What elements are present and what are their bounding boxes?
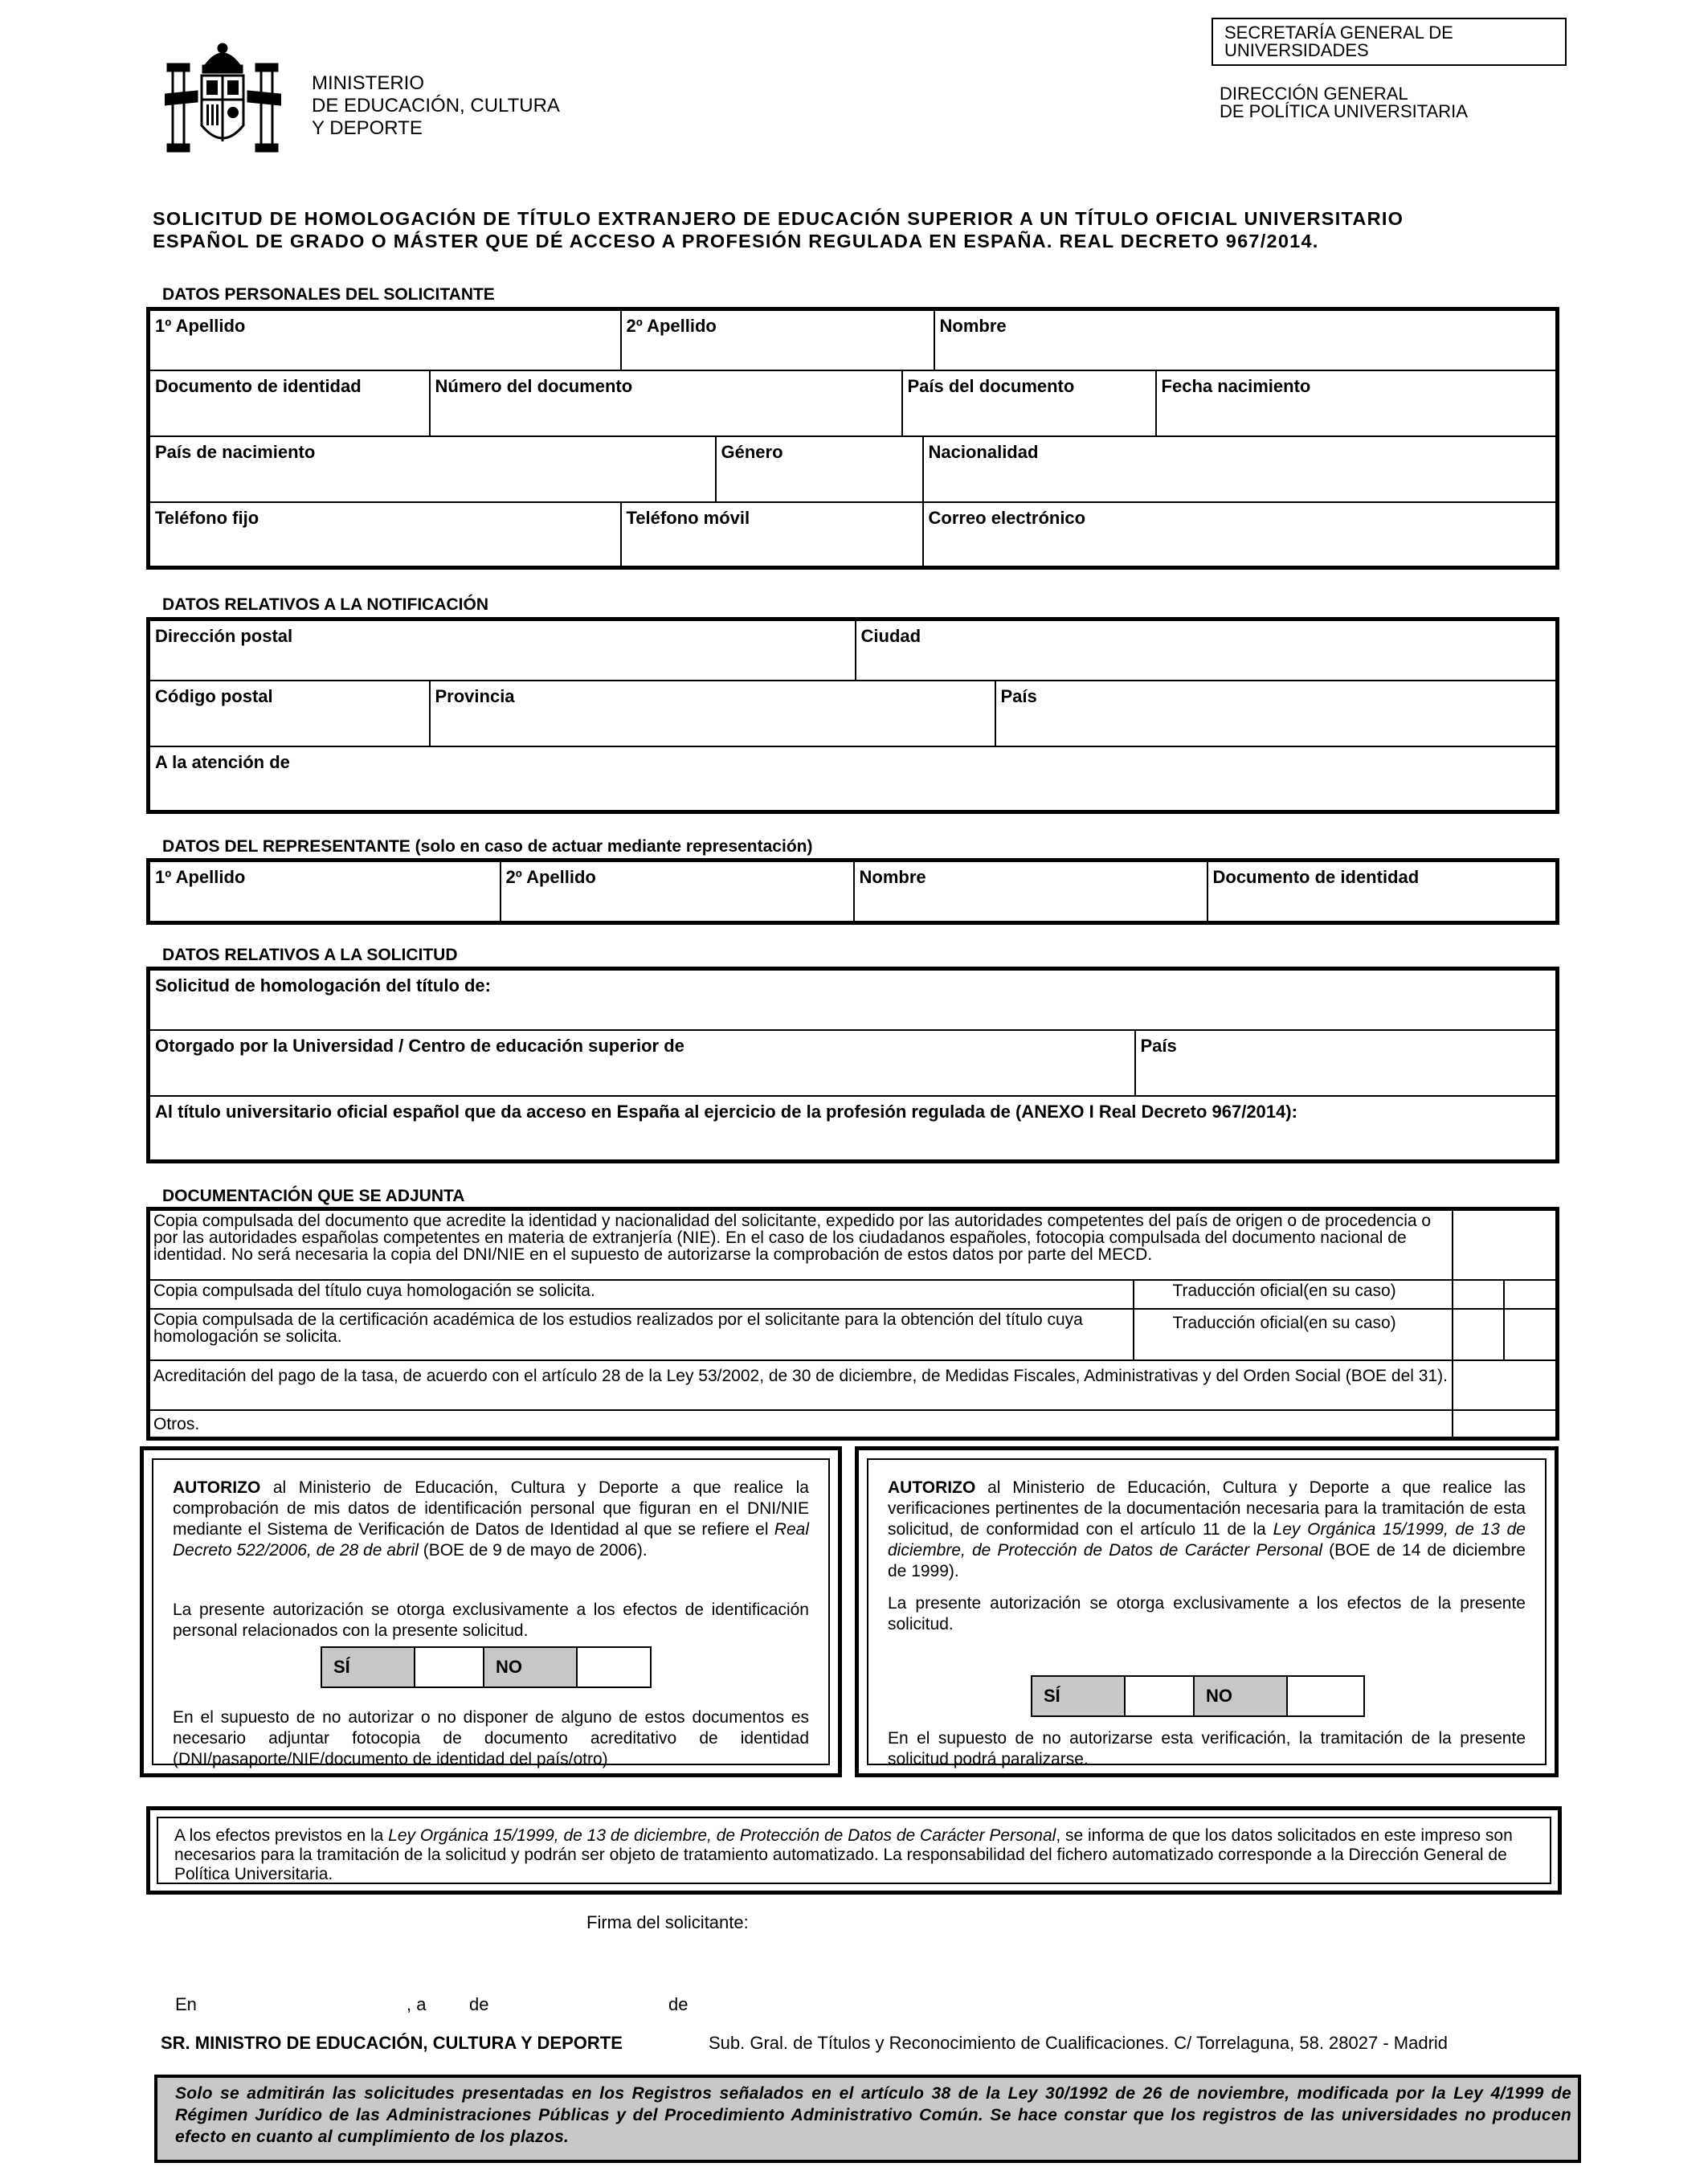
- yes-label: SÍ: [321, 1647, 415, 1687]
- yes-checkbox[interactable]: [415, 1647, 484, 1687]
- auth-identity-inner: [152, 1458, 830, 1768]
- field-provincia[interactable]: Provincia: [430, 681, 995, 746]
- doc-checkbox[interactable]: [1453, 1360, 1558, 1410]
- field-codigo-postal[interactable]: Código postal: [149, 681, 430, 746]
- secretaria-line: UNIVERSIDADES: [1224, 40, 1369, 60]
- field-sol-pais[interactable]: País: [1135, 1030, 1558, 1096]
- privacy-inner: [157, 1817, 1551, 1884]
- auth-identity-p1: [173, 1478, 809, 1561]
- doc-checkbox[interactable]: [1504, 1309, 1558, 1360]
- section-label-representante: DATOS DEL REPRESENTANTE (solo en caso de actuar mediante representación): [162, 837, 813, 856]
- privacy-text-a: A los efectos previstos en la: [174, 1826, 389, 1845]
- auth-identity-text: al Ministerio de Educación, Cultura y Deporte a que realice la comprobación de mis datos de identificación personal que figuran en el DNI/NIE mediante el Sistema de Verificación de Datos de Identidad al que se refiere el: [173, 1478, 809, 1539]
- field-doc-identidad[interactable]: Documento de identidad: [149, 370, 430, 436]
- privacy-box: [146, 1806, 1562, 1895]
- signature-label: Firma del solicitante:: [586, 1912, 749, 1932]
- field-num-documento[interactable]: Número del documento: [430, 370, 902, 436]
- auth-verification-p2: La presente autorización se otorga exclusivamente a los efectos de la presente solicitud.: [888, 1594, 1526, 1633]
- field-pais[interactable]: País: [995, 681, 1558, 746]
- field-rep-apellido2[interactable]: 2º Apellido: [501, 861, 854, 923]
- coat-of-arms-logo: [165, 39, 281, 159]
- date-en: En: [175, 1994, 197, 2014]
- field-apellido1[interactable]: 1º Apellido: [149, 309, 621, 370]
- doc-checkbox[interactable]: [1504, 1280, 1558, 1309]
- field-rep-nombre[interactable]: Nombre: [854, 861, 1207, 923]
- auth-identity-text: (BOE de 9 de mayo de 2006).: [418, 1541, 648, 1560]
- ministry-name: [312, 72, 560, 140]
- auth-verification-box: [855, 1446, 1559, 1777]
- title-line: SOLICITUD DE HOMOLOGACIÓN DE TÍTULO EXTRANJERO DE EDUCACIÓN SUPERIOR A UN TÍTULO OFICIAL UNIVERSITARIO: [153, 208, 1404, 229]
- field-genero[interactable]: Género: [716, 436, 923, 502]
- auth-identity-box: [140, 1446, 842, 1777]
- field-correo[interactable]: Correo electrónico: [923, 502, 1558, 568]
- auth-identity-p2: La presente autorización se otorga exclusivamente a los efectos de identificación personal relacionados con la presente solicitud.: [173, 1601, 809, 1640]
- privacy-italic: Ley Orgánica 15/1999, de 13 de diciembre, de Protección de Datos de Carácter Personal: [388, 1826, 1056, 1845]
- no-checkbox[interactable]: [1287, 1676, 1364, 1716]
- field-otorgado[interactable]: Otorgado por la Universidad / Centro de educación superior de: [149, 1030, 1135, 1096]
- doc-checkbox[interactable]: [1453, 1280, 1504, 1309]
- ministry-line: MINISTERIO: [312, 72, 425, 94]
- auth-identity-bold: AUTORIZO: [173, 1478, 261, 1497]
- doc-checkbox[interactable]: [1453, 1309, 1504, 1360]
- auth-identity-italic: Real Decreto 522/2006, de 28 de abril: [173, 1520, 809, 1560]
- auth-verification-yes-no: [1031, 1675, 1365, 1717]
- auth-verification-text: (BOE de 14 de diciembre de 1999).: [888, 1541, 1526, 1580]
- form-title: [153, 207, 1404, 252]
- date-de2: de: [668, 1994, 689, 2014]
- direccion-general: [1220, 85, 1468, 121]
- title-line: ESPAÑOL DE GRADO O MÁSTER QUE DÉ ACCESO A PROFESIÓN REGULADA EN ESPAÑA. REAL DECRETO 967/2014.: [153, 231, 1319, 251]
- auth-verification-p3: En el supuesto de no autorizarse esta verificación, la tramitación de la presente solicitud podrá paralizarse.: [888, 1729, 1526, 1768]
- no-label: NO: [484, 1647, 577, 1687]
- privacy-text: [174, 1826, 1545, 1884]
- date-de1: de: [469, 1994, 489, 2014]
- doc-item-tasa: Acreditación del pago de la tasa, de acuerdo con el artículo 28 de la Ley 53/2002, de 30 de diciembre, de Medidas Fiscales, Administrativas y del Orden Social (BOE del 31).: [149, 1360, 1453, 1410]
- doc-traduccion-label: Traducción oficial(en su caso): [1134, 1309, 1453, 1360]
- section-label-notificacion: DATOS RELATIVOS A LA NOTIFICACIÓN: [162, 595, 488, 614]
- field-nombre[interactable]: Nombre: [934, 309, 1558, 370]
- yes-checkbox[interactable]: [1125, 1676, 1194, 1716]
- doc-item-identidad: Copia compulsada del documento que acredite la identidad y nacionalidad del solicitante, expedido por las autoridades competentes del país de origen o de procedencia o por las autoridades españolas competentes en materia de extranjería (NIE). En el caso de los ciudadanos españoles, fotocopia compulsada del documento nacional de identidad. No será necesaria la copia del DNI/NIE en el supuesto de autorizarse la comprobación de estos datos por parte del MECD.: [149, 1209, 1453, 1280]
- field-telefono-movil[interactable]: Teléfono móvil: [621, 502, 923, 568]
- personal-data-table: [146, 307, 1559, 570]
- field-nacionalidad[interactable]: Nacionalidad: [923, 436, 1558, 502]
- doc-traduccion-label: Traducción oficial(en su caso): [1134, 1280, 1453, 1309]
- application-data-table: [146, 967, 1559, 1163]
- auth-verification-inner: [867, 1458, 1547, 1768]
- notification-data-table: [146, 617, 1559, 814]
- section-label-documentacion: DOCUMENTACIÓN QUE SE ADJUNTA: [162, 1187, 465, 1205]
- doc-item-certificacion: Copia compulsada de la certificación académica de los estudios realizados por el solicitante para la obtención del título cuya homologación se solicita.: [149, 1309, 1134, 1360]
- field-apellido2[interactable]: 2º Apellido: [621, 309, 934, 370]
- field-direccion-postal[interactable]: Dirección postal: [149, 619, 856, 681]
- doc-item-titulo: Copia compulsada del título cuya homologación se solicita.: [149, 1280, 1134, 1309]
- representative-data-table: [146, 858, 1559, 925]
- secretaria-line: SECRETARÍA GENERAL DE: [1224, 22, 1453, 43]
- field-titulo[interactable]: Solicitud de homologación del título de:: [149, 969, 1558, 1030]
- no-checkbox[interactable]: [577, 1647, 651, 1687]
- auth-verification-text: al Ministerio de Educación, Cultura y Deporte a que realice las verificaciones pertinentes de la documentación necesaria para la tramitación de esta solicitud, de conformidad con el artículo 11 de la: [888, 1478, 1526, 1539]
- ministry-line: DE EDUCACIÓN, CULTURA: [312, 95, 560, 117]
- documents-table: [146, 1207, 1559, 1441]
- yes-label: SÍ: [1032, 1676, 1125, 1716]
- field-al-titulo[interactable]: Al título universitario oficial español que da acceso en España al ejercicio de la profesión regulada de (ANEXO I Real Decreto 967/2014):: [149, 1096, 1558, 1162]
- field-rep-apellido1[interactable]: 1º Apellido: [149, 861, 501, 923]
- privacy-text-b: , se informa de que los datos solicitados en este impreso son necesarios para la tramitación de la solicitud y podrán ser objeto de tratamiento automatizado. La responsabilidad del fichero automatizado corresponde a la Dirección General de Política Universitaria.: [174, 1826, 1513, 1883]
- postal-address: Sub. Gral. de Títulos y Reconocimiento de Cualificaciones. C/ Torrelaguna, 58. 28027 - Madrid: [709, 2033, 1449, 2053]
- auth-identity-p3: En el supuesto de no autorizar o no disponer de alguno de estos documentos es necesario adjuntar fotocopia de documento acreditativo de identidad (DNI/pasaporte/NIE/documento de identidad del país/otro): [173, 1708, 809, 1768]
- doc-checkbox[interactable]: [1453, 1410, 1558, 1439]
- auth-verification-p1: [888, 1478, 1526, 1582]
- footer-note-box: [154, 2075, 1581, 2163]
- field-pais-nacimiento[interactable]: País de nacimiento: [149, 436, 716, 502]
- field-pais-documento[interactable]: País del documento: [902, 370, 1156, 436]
- field-ciudad[interactable]: Ciudad: [856, 619, 1558, 681]
- doc-item-otros: Otros.: [149, 1410, 1453, 1439]
- section-label-personal: DATOS PERSONALES DEL SOLICITANTE: [162, 285, 495, 304]
- field-telefono-fijo[interactable]: Teléfono fijo: [149, 502, 621, 568]
- date-a: , a: [407, 1994, 427, 2014]
- section-label-solicitud: DATOS RELATIVOS A LA SOLICITUD: [162, 946, 458, 964]
- field-atencion[interactable]: A la atención de: [149, 746, 1558, 812]
- direccion-line: DE POLÍTICA UNIVERSITARIA: [1220, 101, 1468, 121]
- direccion-line: DIRECCIÓN GENERAL: [1220, 84, 1408, 104]
- ministry-line: Y DEPORTE: [312, 117, 423, 139]
- doc-checkbox[interactable]: [1453, 1209, 1558, 1280]
- field-fecha-nacimiento[interactable]: Fecha nacimiento: [1156, 370, 1558, 436]
- auth-verification-italic: Ley Orgánica 15/1999, de 13 de diciembre, de Protección de Datos de Carácter Personal: [888, 1520, 1526, 1560]
- addressee: SR. MINISTRO DE EDUCACIÓN, CULTURA Y DEPORTE: [161, 2033, 623, 2053]
- auth-identity-yes-no: [321, 1646, 652, 1688]
- auth-verification-bold: AUTORIZO: [888, 1478, 976, 1497]
- field-rep-doc-identidad[interactable]: Documento de identidad: [1207, 861, 1558, 923]
- secretaria-box: [1212, 18, 1567, 66]
- footer-note: Solo se admitirán las solicitudes presentadas en los Registros señalados en el artículo 38 de la Ley 30/1992 de 26 de noviembre, modificada por la Ley 4/1999 de Régimen Jurídico de las Administraciones Públicas y del Procedimiento Administrativo Común. Se hace constar que los registros de las universidades no producen efecto en cuanto al cumplimiento de los plazos.: [175, 2084, 1571, 2146]
- no-label: NO: [1194, 1676, 1287, 1716]
